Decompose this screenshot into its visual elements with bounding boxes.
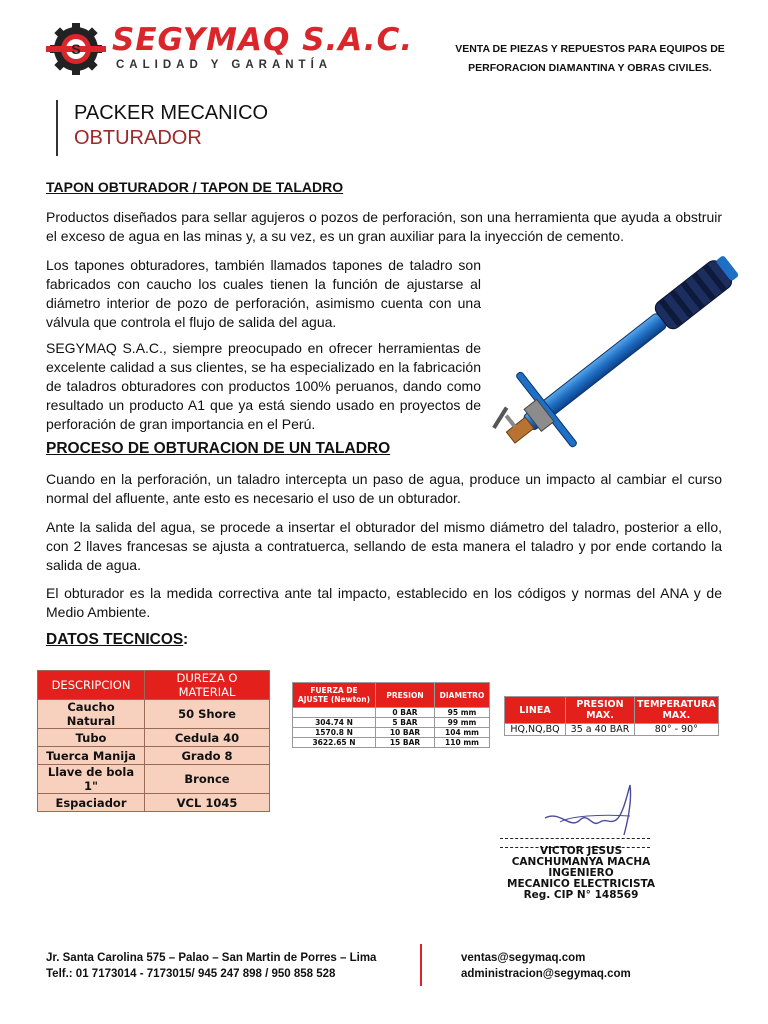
section-heading-proceso: PROCESO DE OBTURACION DE UN TALADRO <box>46 440 391 457</box>
signer-title: INGENIERO <box>548 867 614 879</box>
table-header: FUERZA DE AJUSTE (Newton) <box>293 683 376 708</box>
table-cell: 80° - 90° <box>635 724 719 736</box>
table-header: PRESION MAX. <box>566 697 635 724</box>
page-subtitle: OBTURADOR <box>74 127 202 149</box>
brand-name: SEGYMAQ S.A.C. <box>112 22 414 58</box>
table-row <box>505 724 719 736</box>
paragraph-intro: Productos diseñados para sellar agujeros o pozos de perforación, son una herramienta que ayuda a obstruir el exceso de agua en las minas y, a su vez, es un gran auxiliar para la inyección de cemento. <box>46 209 722 244</box>
table-cell: 10 BAR <box>376 728 435 738</box>
section-heading-tapon: TAPON OBTURADOR / TAPON DE TALADRO <box>46 179 344 195</box>
table-row <box>293 728 490 738</box>
table-header: PRESION <box>376 683 435 708</box>
table-cell: 1570.8 N <box>293 728 376 738</box>
paragraph-perforacion: Cuando en la perforación, un taladro intercepta un paso de agua, produce un impacto al cambiar el curso normal del afluente, ante esto es necesario el uso de un obturador. <box>46 471 722 506</box>
table-header-row <box>38 671 270 700</box>
table-cell: Tubo <box>38 729 145 747</box>
table-cell: HQ,NQ,BQ <box>505 724 566 736</box>
table-row <box>293 738 490 748</box>
table-header: TEMPERATURA MAX. <box>635 697 719 724</box>
footer-address: Jr. Santa Carolina 575 – Palao – San Martin de Porres – Lima <box>46 952 377 964</box>
table-header-row <box>505 697 719 724</box>
table-cell: Caucho Natural <box>38 700 145 729</box>
materials-table <box>37 670 270 812</box>
header-desc-line1: VENTA DE PIEZAS Y REPUESTOS PARA EQUIPOS DE <box>455 43 725 55</box>
paragraph-tapones: Los tapones obturadores, también llamados tapones de taladro son fabricados con caucho los cuales tienen la función de ajustarse al diámetro interior de pozo de perforación, asimismo cuenta con una válvula que controla el flujo de salida del agua. <box>46 257 481 330</box>
logo-letter: S <box>71 41 81 57</box>
header-desc-line2: PERFORACION DIAMANTINA Y OBRAS CIVILES. <box>468 62 712 74</box>
table-cell: Bronce <box>145 765 270 794</box>
table-cell: 35 a 40 BAR <box>566 724 635 736</box>
table-header: DUREZA O MATERIAL <box>145 671 270 700</box>
section-heading-colon: : <box>183 631 189 648</box>
signer-surname: CANCHUMANYA MACHA <box>511 856 651 868</box>
table-cell: 3622.65 N <box>293 738 376 748</box>
packer-product-image <box>488 254 750 484</box>
table-cell: 304.74 N <box>293 718 376 728</box>
table-cell: 104 mm <box>435 728 490 738</box>
table-cell <box>293 708 376 718</box>
footer-emails <box>461 950 631 982</box>
header-description <box>440 40 740 78</box>
footer-phones: Telf.: 01 7173014 - 7173015/ 945 247 898 / 950 858 528 <box>46 968 336 980</box>
table-header: DESCRIPCION <box>38 671 145 700</box>
table-cell: 99 mm <box>435 718 490 728</box>
footer-divider <box>420 944 422 986</box>
table-row <box>293 708 490 718</box>
table-row <box>38 700 270 729</box>
signer-registration: Reg. CIP N° 148569 <box>523 889 639 901</box>
table-cell: Cedula 40 <box>145 729 270 747</box>
page-title: PACKER MECANICO <box>74 102 269 124</box>
table-row <box>38 729 270 747</box>
table-cell: 110 mm <box>435 738 490 748</box>
section-heading-datos: DATOS TECNICOS <box>46 631 184 648</box>
table-header: LINEA <box>505 697 566 724</box>
table-cell: VCL 1045 <box>145 794 270 812</box>
table-cell: 5 BAR <box>376 718 435 728</box>
table-cell: 95 mm <box>435 708 490 718</box>
table-cell: 50 Shore <box>145 700 270 729</box>
table-row <box>38 747 270 765</box>
signer-specialty: MECANICO ELECTRICISTA <box>507 878 655 890</box>
table-cell: 0 BAR <box>376 708 435 718</box>
email-admin-link[interactable]: administracion@segymaq.com <box>461 968 631 980</box>
table-cell: 15 BAR <box>376 738 435 748</box>
table-header-row <box>293 683 490 708</box>
table-row <box>38 794 270 812</box>
footer-contact <box>46 950 376 982</box>
table-cell: Tuerca Manija <box>38 747 145 765</box>
signature-stamp <box>496 846 666 901</box>
table-header: DIAMETRO <box>435 683 490 708</box>
table-cell: Llave de bola 1" <box>38 765 145 794</box>
table-row <box>38 765 270 794</box>
table-cell: Grado 8 <box>145 747 270 765</box>
pressure-table <box>292 682 490 748</box>
line-specs-table <box>504 696 719 736</box>
email-ventas-link[interactable]: ventas@segymaq.com <box>461 952 586 964</box>
table-cell: Espaciador <box>38 794 145 812</box>
title-divider <box>56 100 58 156</box>
paragraph-medida: El obturador es la medida correctiva ante tal impacto, establecido en los códigos y normas del ANA y de Medio Ambiente. <box>46 585 722 620</box>
paragraph-segymaq: SEGYMAQ S.A.C., siempre preocupado en ofrecer herramientas de excelente calidad a sus clientes, se ha especializado en la fabricación de taladros obturadores con productos 100% peruanos, dando como resultado un producto A1 que ya está siendo usado en proyectos de perforación de gran importancia en el Perú. <box>46 340 481 432</box>
signer-name: VICTOR JESUS <box>539 845 623 857</box>
handwritten-signature <box>540 780 650 840</box>
paragraph-procedimiento: Ante la salida del agua, se procede a insertar el obturador del mismo diámetro del taladro, posterior a ello, con 2 llaves francesas se ajusta a contratuerca, sellando de esta manera el taladro y por ende cortando la salida de agua. <box>46 519 722 573</box>
table-row <box>293 718 490 728</box>
brand-tagline: CALIDAD Y GARANTÍA <box>116 59 333 71</box>
